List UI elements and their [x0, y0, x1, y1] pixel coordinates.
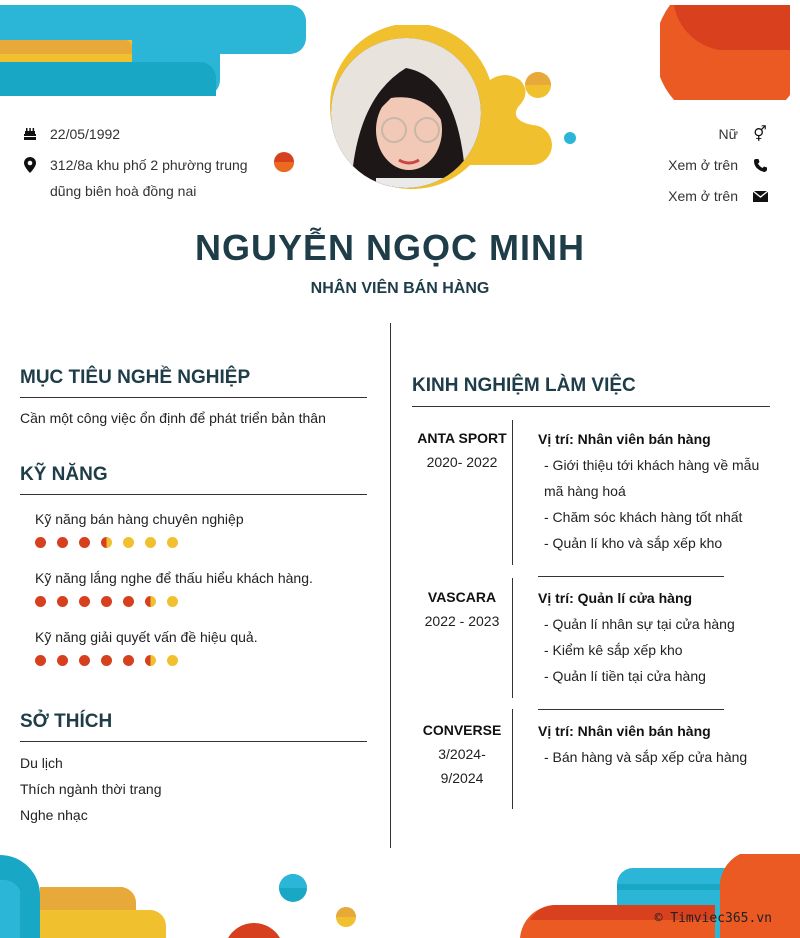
- experience-timeline: [512, 420, 513, 565]
- top-right-decoration: [660, 0, 800, 100]
- experience-role: Vị trí: Quản lí cửa hàng: [538, 590, 693, 606]
- column-divider: [390, 323, 391, 848]
- experience-role: Vị trí: Nhân viên bán hàng: [538, 431, 711, 447]
- rating-dot: [79, 655, 90, 666]
- gender-icon: ⚥: [753, 126, 767, 143]
- rating-dot: [79, 537, 90, 548]
- phone-row: [668, 152, 770, 178]
- experience-role: Vị trí: Nhân viên bán hàng: [538, 723, 711, 739]
- candidate-name: NGUYỄN NGỌC MINH: [194, 227, 585, 268]
- rating-dot: [123, 596, 134, 607]
- rating-dot: [101, 655, 112, 666]
- bottom-left-decoration: [0, 850, 370, 938]
- experience-timeline: [512, 578, 513, 698]
- skill-rating: [35, 596, 189, 607]
- rating-dot: [101, 596, 112, 607]
- skill-rating: [35, 537, 189, 548]
- gender-row: [719, 121, 770, 147]
- rating-dot: [167, 537, 178, 548]
- objective-title: MỤC TIÊU NGHỀ NGHIỆP: [20, 367, 251, 388]
- experience-item: - Chăm sóc khách hàng tốt nhất: [544, 509, 743, 525]
- experience-rule: [412, 406, 770, 407]
- experience-item: - Quản lí kho và sắp xếp kho: [544, 535, 723, 551]
- address-text: 312/8a khu phố 2 phường trung dũng biên hoà đồng nai: [50, 157, 248, 199]
- email-text: Xem ở trên: [668, 188, 738, 204]
- rating-dot: [123, 537, 134, 548]
- skill-label: Kỹ năng giải quyết vấn đề hiệu quả.: [35, 629, 258, 645]
- rating-dot: [123, 655, 134, 666]
- rating-dot: [35, 655, 46, 666]
- skill-label: Kỹ năng lắng nghe để thấu hiểu khách hàng.: [35, 570, 313, 586]
- location-pin-icon: [20, 152, 40, 178]
- experience-item: - Bán hàng và sắp xếp cửa hàng: [544, 749, 748, 765]
- experience-period: 2022 - 2023: [424, 613, 500, 629]
- experience-separator: [538, 709, 724, 710]
- objective-text: Cần một công việc ổn định để phát triển bản thân: [20, 410, 326, 426]
- rating-dot: [101, 537, 112, 548]
- experience-separator: [538, 576, 724, 577]
- avatar: [331, 38, 481, 188]
- rating-dot: [145, 537, 156, 548]
- footer-credit: © Timviec365.vn: [654, 911, 772, 926]
- rating-dot: [57, 655, 68, 666]
- candidate-position: NHÂN VIÊN BÁN HÀNG: [310, 280, 490, 297]
- cake-icon: [20, 121, 40, 147]
- experience-company: ANTA SPORT: [417, 430, 507, 446]
- rating-dot: [35, 537, 46, 548]
- email-row: [668, 183, 770, 209]
- rating-dot: [167, 655, 178, 666]
- birthday-text: 22/05/1992: [50, 126, 121, 142]
- objective-rule: [20, 397, 367, 398]
- rating-dot: [167, 596, 178, 607]
- phone-icon: [750, 158, 770, 173]
- skill-rating: [35, 655, 189, 666]
- experience-period: 2020- 2022: [426, 454, 498, 470]
- experience-item: mã hàng hoá: [544, 483, 626, 499]
- hobby-item: Nghe nhạc: [20, 807, 88, 823]
- rating-dot: [35, 596, 46, 607]
- experience-period: 9/2024: [440, 770, 484, 786]
- rating-dot: [79, 596, 90, 607]
- skills-title: KỸ NĂNG: [20, 464, 108, 485]
- address-row: [20, 152, 270, 204]
- hobbies-title: SỞ THÍCH: [20, 711, 113, 732]
- hobby-item: Thích ngành thời trang: [20, 781, 162, 797]
- experience-item: - Quản lí tiền tại cửa hàng: [544, 668, 706, 684]
- hobby-item: Du lịch: [20, 755, 63, 771]
- skill-label: Kỹ năng bán hàng chuyên nghiệp: [35, 511, 244, 527]
- gender-text: Nữ: [718, 126, 738, 142]
- rating-dot: [145, 596, 156, 607]
- experience-timeline: [512, 709, 513, 809]
- hobbies-rule: [20, 741, 367, 742]
- birthday-row: [20, 121, 120, 147]
- rating-dot: [145, 655, 156, 666]
- experience-item: - Giới thiệu tới khách hàng về mẫu: [544, 457, 760, 473]
- rating-dot: [57, 596, 68, 607]
- rating-dot: [57, 537, 68, 548]
- envelope-icon: [750, 191, 770, 202]
- experience-title: KINH NGHIỆM LÀM VIỆC: [412, 375, 636, 396]
- experience-company: CONVERSE: [422, 722, 502, 738]
- skills-rule: [20, 494, 367, 495]
- experience-item: - Quản lí nhân sự tại cửa hàng: [544, 616, 735, 632]
- phone-text: Xem ở trên: [668, 157, 738, 173]
- experience-item: - Kiểm kê sắp xếp kho: [544, 642, 683, 658]
- experience-period: 3/2024-: [438, 746, 486, 762]
- experience-company: VASCARA: [427, 589, 497, 605]
